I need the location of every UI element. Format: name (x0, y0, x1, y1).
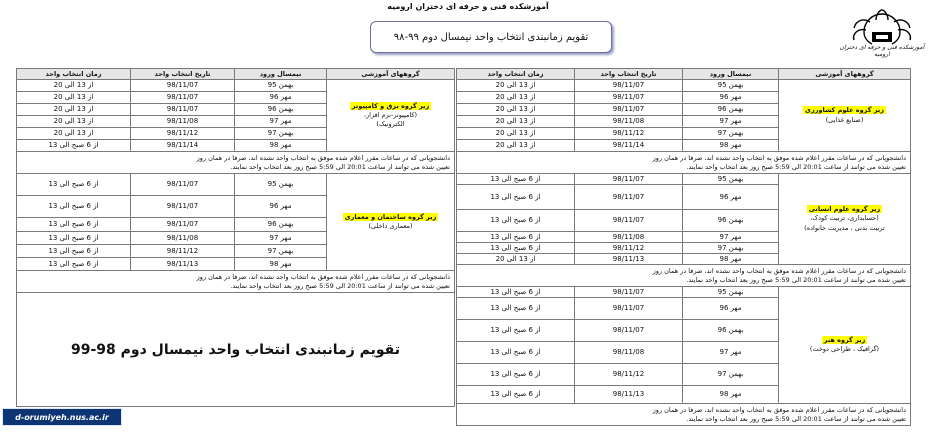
group-name: زیر گروه ساختمان و معماری (344, 212, 437, 221)
entry-cell: بهمن 96 (235, 104, 327, 116)
date-cell: 98/11/07 (575, 92, 683, 104)
note-row (457, 404, 911, 426)
page-title: تقویم زمانبندی انتخاب واحد نیمسال دوم ۹۹-۹۸ (370, 21, 612, 53)
date-cell: 98/11/08 (131, 232, 235, 245)
group-name: زیر گروه هنر (823, 335, 866, 344)
entry-cell: مهر 98 (683, 254, 779, 265)
time-cell: از 6 صبح الی 13 (457, 243, 575, 254)
col-date: تاریخ انتخاب واحد (575, 69, 683, 80)
group-sub: (گرافیک ، طراحی دوخت) (809, 345, 880, 353)
time-cell: از 6 صبح الی 13 (457, 185, 575, 210)
entry-cell: بهمن 97 (235, 245, 327, 258)
date-cell: 98/11/13 (131, 258, 235, 271)
date-cell: 98/11/07 (575, 320, 683, 342)
group-sub: (صنایع غذایی) (825, 115, 864, 124)
date-cell: 98/11/07 (131, 196, 235, 218)
group-name: زیر گروه علوم کشاورزی (805, 106, 884, 115)
time-cell: از 13 الی 20 (457, 104, 575, 116)
time-cell: از 13 الی 20 (17, 104, 131, 116)
entry-cell: مهر 97 (683, 342, 779, 364)
time-cell: از 13 الی 20 (457, 80, 575, 92)
time-cell: از 13 الی 20 (457, 140, 575, 152)
time-cell: از 13 الی 20 (17, 116, 131, 128)
entry-cell: مهر 96 (683, 185, 779, 210)
entry-cell: بهمن 96 (235, 218, 327, 232)
group-sub: (معماری داخلی) (368, 222, 413, 230)
entry-cell: مهر 97 (683, 232, 779, 243)
entry-cell: بهمن 97 (683, 128, 779, 140)
date-cell: 98/11/14 (575, 140, 683, 152)
date-cell: 98/11/08 (131, 116, 235, 128)
time-cell: از 6 صبح الی 13 (17, 218, 131, 232)
note-row (17, 271, 455, 293)
entry-cell: مهر 97 (683, 116, 779, 128)
date-cell: 98/11/13 (575, 254, 683, 265)
note-text (457, 152, 911, 174)
date-cell: 98/11/07 (131, 104, 235, 116)
date-cell: 98/11/07 (575, 104, 683, 116)
entry-cell: بهمن 96 (683, 104, 779, 116)
entry-cell: بهمن 97 (683, 364, 779, 386)
time-cell: از 6 صبح الی 13 (457, 174, 575, 185)
col-group: گروههای آموزشی (779, 69, 911, 80)
note-line: تعیین شده می توانند از ساعت 20:01 الی 5:59 صبح روز بعد انتخاب واحد نمایند. (230, 281, 450, 290)
date-cell: 98/11/07 (575, 210, 683, 232)
group-cell-electrical (327, 80, 455, 152)
entry-cell: بهمن 96 (683, 320, 779, 342)
time-cell: از 6 صبح الی 13 (457, 364, 575, 386)
big-title-row (17, 293, 455, 407)
date-cell: 98/11/07 (575, 298, 683, 320)
date-cell: 98/11/08 (575, 232, 683, 243)
group-sub: (حسابداری، تربیت کودک، (810, 214, 879, 223)
note-text (457, 404, 911, 426)
date-cell: 98/11/12 (131, 245, 235, 258)
date-cell: 98/11/07 (575, 174, 683, 185)
col-time: زمان انتخاب واحد (17, 69, 131, 80)
date-cell: 98/11/12 (575, 128, 683, 140)
time-cell: از 6 صبح الی 13 (457, 386, 575, 404)
note-row (457, 265, 911, 287)
col-date: تاریخ انتخاب واحد (131, 69, 235, 80)
date-cell: 98/11/07 (131, 92, 235, 104)
site-url-badge[interactable]: d-orumiyeh.nus.ac.ir (2, 408, 122, 426)
entry-cell: بهمن 95 (235, 80, 327, 92)
note-text (457, 265, 911, 287)
entry-cell: مهر 97 (235, 232, 327, 245)
time-cell: از 13 الی 20 (457, 116, 575, 128)
time-cell: از 6 صبح الی 13 (17, 196, 131, 218)
col-group: گروههای آموزشی (327, 69, 455, 80)
time-cell: از 6 صبح الی 13 (457, 320, 575, 342)
entry-cell: مهر 98 (683, 386, 779, 404)
date-cell: 98/11/13 (575, 386, 683, 404)
note-text (17, 271, 455, 293)
note-line: تعیین شده می توانند از ساعت 20:01 الی 5:59 صبح روز بعد انتخاب واحد نمایند. (686, 275, 906, 284)
note-line: دانشجویانی که در ساعات مقرر اعلام شده موفق به انتخاب واحد نشده اند، صرفا در همان روز (652, 406, 906, 415)
entry-cell: مهر 96 (683, 298, 779, 320)
time-cell: از 13 الی 20 (17, 92, 131, 104)
group-sub: (کامپیوتر-نرم افزار، (363, 110, 418, 119)
date-cell: 98/11/12 (575, 364, 683, 386)
table-header-row (457, 69, 911, 80)
time-cell: از 6 صبح الی 13 (17, 232, 131, 245)
group-sub: الکترونیک) (376, 120, 405, 129)
schedule-table-left (16, 68, 455, 407)
group-cell-agriculture (779, 80, 911, 152)
group-name: زیر گروه برق و کامپیوتر (351, 101, 430, 110)
time-cell: از 13 الی 20 (17, 128, 131, 140)
entry-cell: بهمن 95 (683, 174, 779, 185)
entry-cell: بهمن 97 (683, 243, 779, 254)
entry-cell: مهر 96 (235, 92, 327, 104)
note-line: دانشجویانی که در ساعات مقرر اعلام شده موفق به انتخاب واحد نشده اند، صرفا در همان روز (196, 154, 450, 163)
date-cell: 98/11/07 (575, 185, 683, 210)
date-cell: 98/11/07 (575, 287, 683, 298)
table-row (457, 80, 911, 92)
group-cell-humanities (779, 174, 911, 265)
entry-cell: مهر 98 (235, 258, 327, 271)
entry-cell: بهمن 95 (683, 80, 779, 92)
date-cell: 98/11/07 (131, 174, 235, 196)
note-line: دانشجویانی که در ساعات مقرر اعلام شده موفق به انتخاب واحد نشده اند، صرفا در همان روز (652, 267, 906, 276)
entry-cell: مهر 98 (683, 140, 779, 152)
table-row (17, 80, 455, 92)
col-entry: نیمسال ورود (235, 69, 327, 80)
entry-cell: مهر 98 (235, 140, 327, 152)
time-cell: از 13 الی 20 (457, 254, 575, 265)
org-name: آموزشکده فنی و حرفه ای دختران ارومیه (387, 2, 549, 11)
date-cell: 98/11/07 (575, 80, 683, 92)
entry-cell: مهر 96 (235, 196, 327, 218)
date-cell: 98/11/12 (575, 243, 683, 254)
date-cell: 98/11/14 (131, 140, 235, 152)
note-line: دانشجویانی که در ساعات مقرر اعلام شده موفق به انتخاب واحد نشده اند، صرفا در همان روز (652, 154, 906, 163)
entry-cell: بهمن 95 (683, 287, 779, 298)
note-line: تعیین شده می توانند از ساعت 20:01 الی 5:59 صبح روز بعد انتخاب واحد نمایند. (686, 162, 906, 171)
entry-cell: مهر 97 (235, 116, 327, 128)
schedule-table-right (456, 68, 911, 426)
group-cell-building (327, 174, 455, 271)
note-row (457, 152, 911, 174)
entry-cell: بهمن 96 (683, 210, 779, 232)
date-cell: 98/11/07 (131, 80, 235, 92)
entry-cell: بهمن 95 (235, 174, 327, 196)
time-cell: از 6 صبح الی 13 (457, 287, 575, 298)
table-row (17, 174, 455, 196)
note-text (17, 152, 455, 174)
time-cell: از 6 صبح الی 13 (17, 174, 131, 196)
group-name: زیر گروه علوم انسانی (808, 205, 881, 214)
time-cell: از 13 الی 20 (17, 80, 131, 92)
date-cell: 98/11/08 (575, 342, 683, 364)
group-cell-art (779, 287, 911, 404)
col-time: زمان انتخاب واحد (457, 69, 575, 80)
time-cell: از 6 صبح الی 13 (457, 232, 575, 243)
logo-caption: آموزشکده فنی و حرفه ای دختران ارومیه (839, 44, 925, 58)
date-cell: 98/11/07 (131, 218, 235, 232)
time-cell: از 6 صبح الی 13 (457, 298, 575, 320)
entry-cell: مهر 96 (683, 92, 779, 104)
date-cell: 98/11/12 (131, 128, 235, 140)
note-line: تعیین شده می توانند از ساعت 20:01 الی 5:59 صبح روز بعد انتخاب واحد نمایند. (230, 162, 450, 171)
big-title: تقویم زمانبندی انتخاب واحد نیمسال دوم 98-99 (17, 293, 455, 407)
time-cell: از 6 صبح الی 13 (17, 140, 131, 152)
time-cell: از 13 الی 20 (457, 92, 575, 104)
time-cell: از 6 صبح الی 13 (457, 342, 575, 364)
entry-cell: بهمن 97 (235, 128, 327, 140)
time-cell: از 6 صبح الی 13 (17, 258, 131, 271)
time-cell: از 6 صبح الی 13 (17, 245, 131, 258)
note-row (17, 152, 455, 174)
date-cell: 98/11/08 (575, 116, 683, 128)
group-sub: تربیت بدنی ، مدیریت خانواده) (804, 223, 885, 232)
col-entry: نیمسال ورود (683, 69, 779, 80)
table-row (457, 287, 911, 298)
note-line: دانشجویانی که در ساعات مقرر اعلام شده موفق به انتخاب واحد نشده اند، صرفا در همان روز (196, 273, 450, 282)
time-cell: از 6 صبح الی 13 (457, 210, 575, 232)
table-row (457, 174, 911, 185)
table-header-row (17, 69, 455, 80)
note-line: تعیین شده می توانند از ساعت 20:01 الی 5:59 صبح روز بعد انتخاب واحد نمایند. (686, 414, 906, 423)
time-cell: از 13 الی 20 (457, 128, 575, 140)
